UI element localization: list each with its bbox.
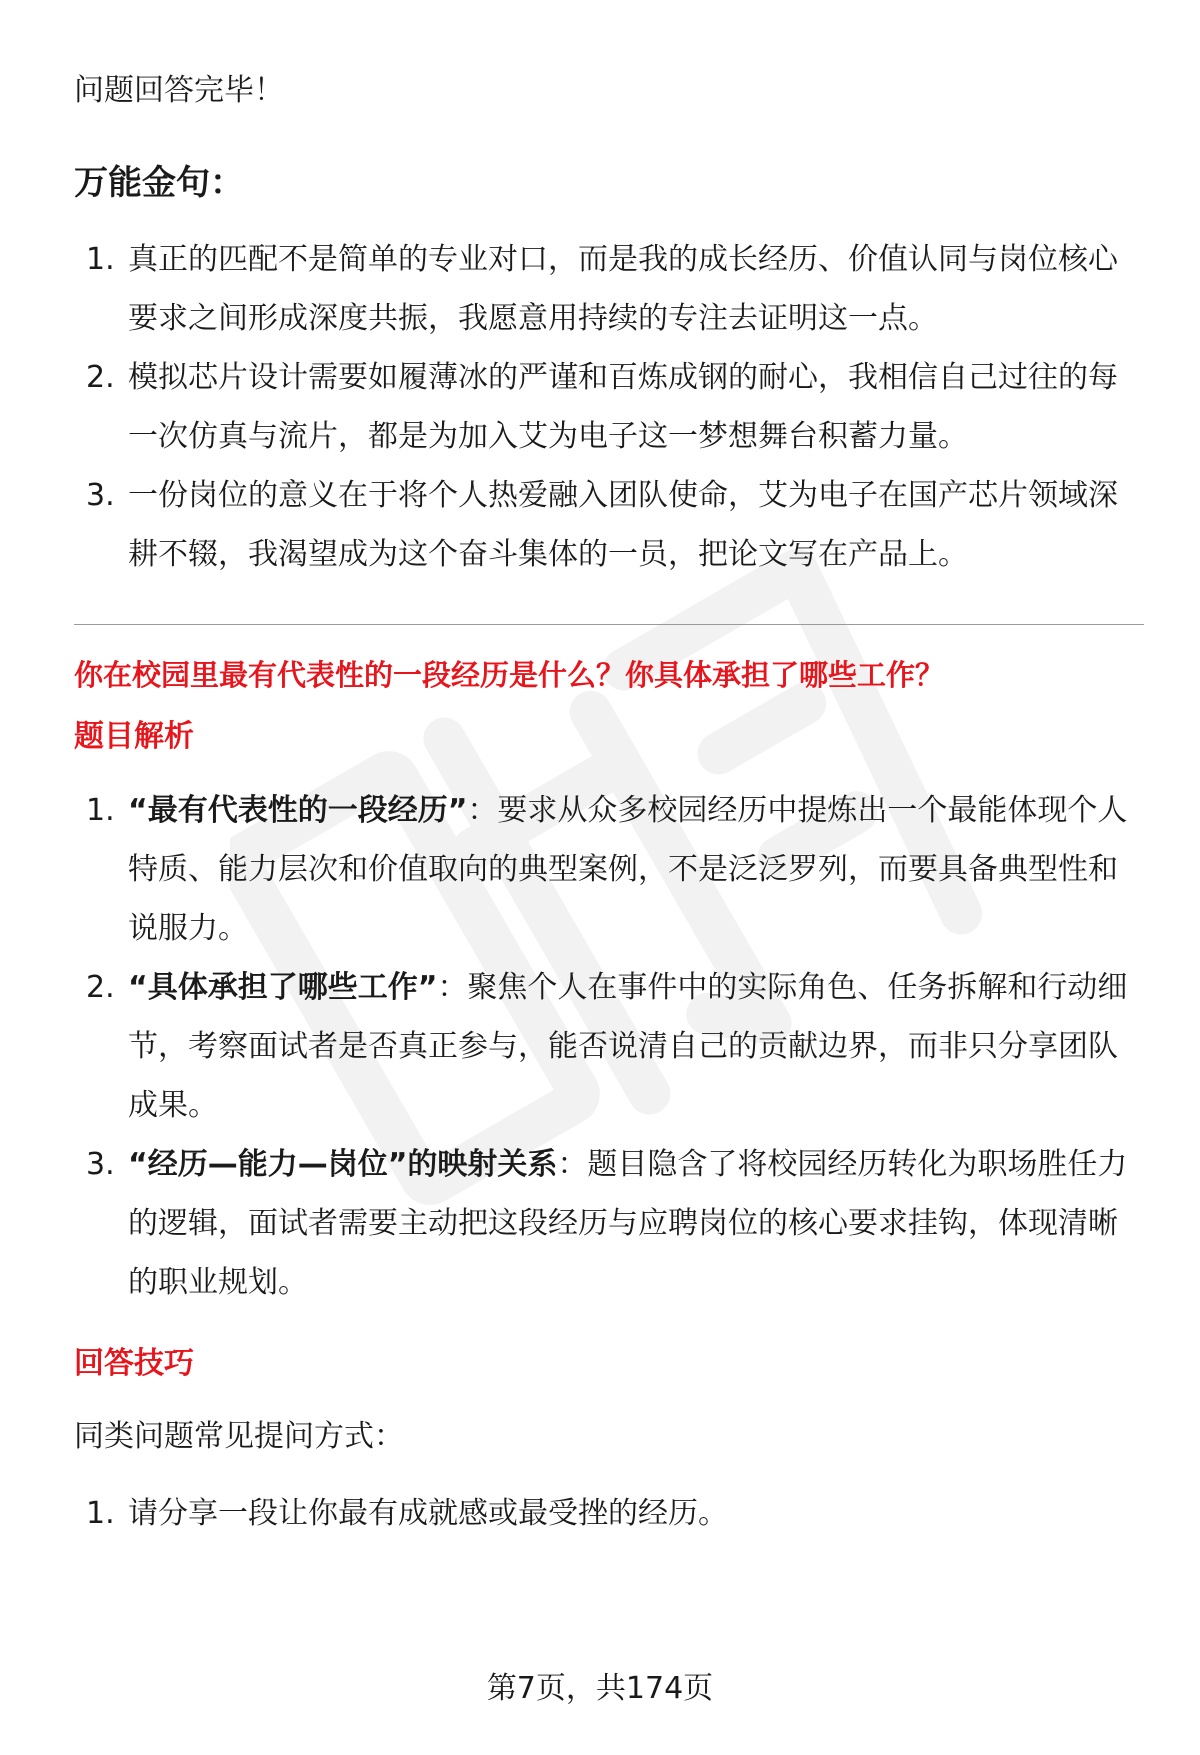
golden-sentences-title: 万能金句： [74, 163, 244, 203]
list-text: 一份岗位的意义在于将个人热爱融入团队使命，艾为电子在国产芯片领域深耕不辍，我渴望成为这个奋斗集体的一员，把论文写在产品上。 [128, 478, 1118, 572]
list-item [74, 230, 1144, 348]
list-number: 3. [86, 1147, 115, 1182]
list-keyword: “具体承担了哪些工作” [128, 970, 438, 1005]
analysis-heading: 题目解析 [74, 719, 194, 754]
list-number: 1. [86, 793, 115, 828]
list-item [74, 466, 1144, 584]
similar-questions-intro: 同类问题常见提问方式： [74, 1419, 404, 1454]
list-number: 1. [86, 1496, 115, 1531]
list-text: 模拟芯片设计需要如履薄冰的严谨和百炼成钢的耐心，我相信自己过往的每一次仿真与流片，都是为加入艾为电子这一梦想舞台积蓄力量。 [128, 360, 1118, 454]
list-item [74, 958, 1144, 1135]
list-item [74, 1484, 1144, 1543]
list-item [74, 781, 1144, 958]
list-keyword: “经历—能力—岗位”的映射关系 [128, 1147, 558, 1182]
list-number: 1. [86, 242, 115, 277]
list-number: 3. [86, 478, 115, 513]
list-item [74, 348, 1144, 466]
section-divider [74, 624, 1144, 625]
list-text: ：要求从众多校园经历中提炼出一个最能体现个人特质、能力层次和价值取向的典型案例，不是泛泛罗列，而要具备典型性和说服力。 [128, 793, 1128, 946]
list-text: 请分享一段让你最有成就感或最受挫的经历。 [128, 1496, 728, 1531]
tips-heading: 回答技巧 [74, 1346, 194, 1381]
list-number: 2. [86, 360, 115, 395]
list-number: 2. [86, 970, 115, 1005]
question-heading: 你在校园里最有代表性的一段经历是什么？你具体承担了哪些工作？ [74, 658, 945, 692]
list-keyword: “最有代表性的一段经历” [128, 793, 468, 828]
list-text: ：聚焦个人在事件中的实际角色、任务拆解和行动细节，考察面试者是否真正参与，能否说清自己的贡献边界，而非只分享团队成果。 [128, 970, 1128, 1123]
list-text: ：题目隐含了将校园经历转化为职场胜任力的逻辑，面试者需要主动把这段经历与应聘岗位的核心要求挂钩，体现清晰的职业规划。 [128, 1147, 1128, 1300]
list-text: 真正的匹配不是简单的专业对口，而是我的成长经历、价值认同与岗位核心要求之间形成深度共振，我愿意用持续的专注去证明这一点。 [128, 242, 1118, 336]
list-item [74, 1135, 1144, 1312]
analysis-list [74, 781, 1144, 1312]
golden-sentences-list [74, 230, 1144, 584]
similar-questions-list [74, 1484, 1144, 1543]
intro-line: 问题回答完毕！ [74, 73, 284, 108]
document-content [74, 62, 1144, 1543]
page-footer: 第7页，共174页 [486, 1671, 714, 1706]
